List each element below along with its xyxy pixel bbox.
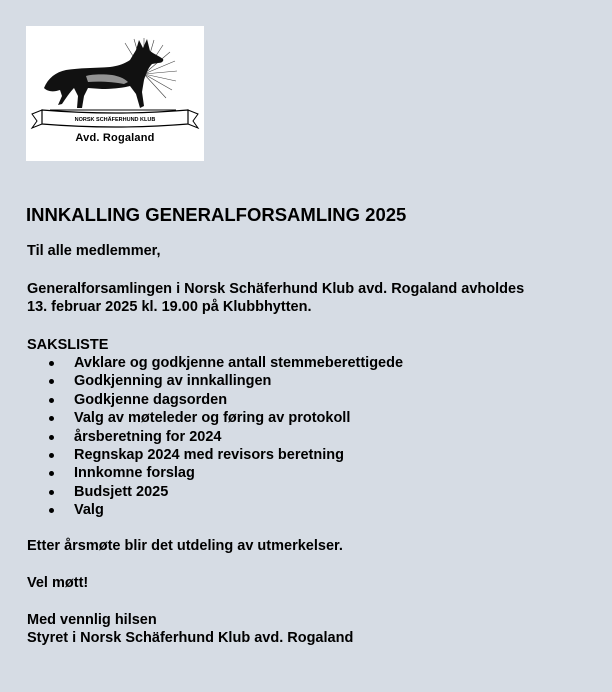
list-item-text: årsberetning for 2024 bbox=[74, 428, 222, 445]
bullet-icon bbox=[49, 471, 54, 476]
list-item-text: Avklare og godkjenne antall stemmeberettigede bbox=[74, 355, 404, 371]
list-item bbox=[26, 483, 596, 501]
intro-line-1: Generalforsamlingen i Norsk Schäferhund Klub avd. Rogaland avholdes bbox=[27, 281, 525, 297]
list-item bbox=[26, 501, 596, 519]
list-item bbox=[26, 464, 596, 482]
list-item bbox=[26, 409, 596, 427]
german-shepherd-dog-icon bbox=[26, 26, 204, 136]
signature-text: Styret i Norsk Schäferhund Klub avd. Rogaland bbox=[27, 629, 354, 646]
list-item bbox=[26, 391, 596, 409]
bullet-icon bbox=[49, 508, 54, 513]
intro-paragraph bbox=[27, 280, 596, 316]
list-item-text: Valg bbox=[74, 502, 104, 519]
logo-banner-text: NORSK SCHÄFERHUND KLUB bbox=[74, 117, 156, 123]
awards-note: Etter årsmøte blir det utdeling av utmerkelser. bbox=[27, 537, 343, 554]
welcome-text: Vel møtt! bbox=[27, 574, 89, 591]
list-item bbox=[26, 354, 596, 372]
signoff-text: Med vennlig hilsen bbox=[27, 611, 157, 628]
greeting-text: Til alle medlemmer, bbox=[27, 243, 161, 259]
list-item-text: Innkomne forslag bbox=[74, 465, 195, 482]
list-item-text: Budsjett 2025 bbox=[74, 483, 169, 500]
agenda-heading: SAKSLISTE bbox=[27, 337, 109, 353]
list-item bbox=[26, 372, 596, 390]
logo-caption: Avd. Rogaland bbox=[75, 132, 155, 144]
list-item bbox=[26, 446, 596, 464]
list-item bbox=[26, 428, 596, 446]
bullet-icon bbox=[49, 490, 54, 495]
bullet-icon bbox=[49, 453, 54, 458]
club-logo bbox=[26, 26, 204, 161]
bullet-icon bbox=[49, 361, 54, 366]
bullet-icon bbox=[49, 435, 54, 440]
bullet-icon bbox=[49, 379, 54, 384]
agenda-list bbox=[26, 354, 596, 520]
list-item-text: Godkjenne dagsorden bbox=[74, 391, 228, 408]
list-item-text: Godkjenning av innkallingen bbox=[74, 373, 272, 390]
intro-line-2: 13. februar 2025 kl. 19.00 på Klubbhytten. bbox=[27, 299, 312, 315]
list-item-text: Regnskap 2024 med revisors beretning bbox=[74, 447, 344, 464]
invitation-document bbox=[26, 203, 596, 647]
list-item-text: Valg av møteleder og føring av protokoll bbox=[74, 410, 351, 427]
bullet-icon bbox=[49, 416, 54, 421]
bullet-icon bbox=[49, 398, 54, 403]
page-title: INNKALLING GENERALFORSAMLING 2025 bbox=[26, 204, 407, 225]
